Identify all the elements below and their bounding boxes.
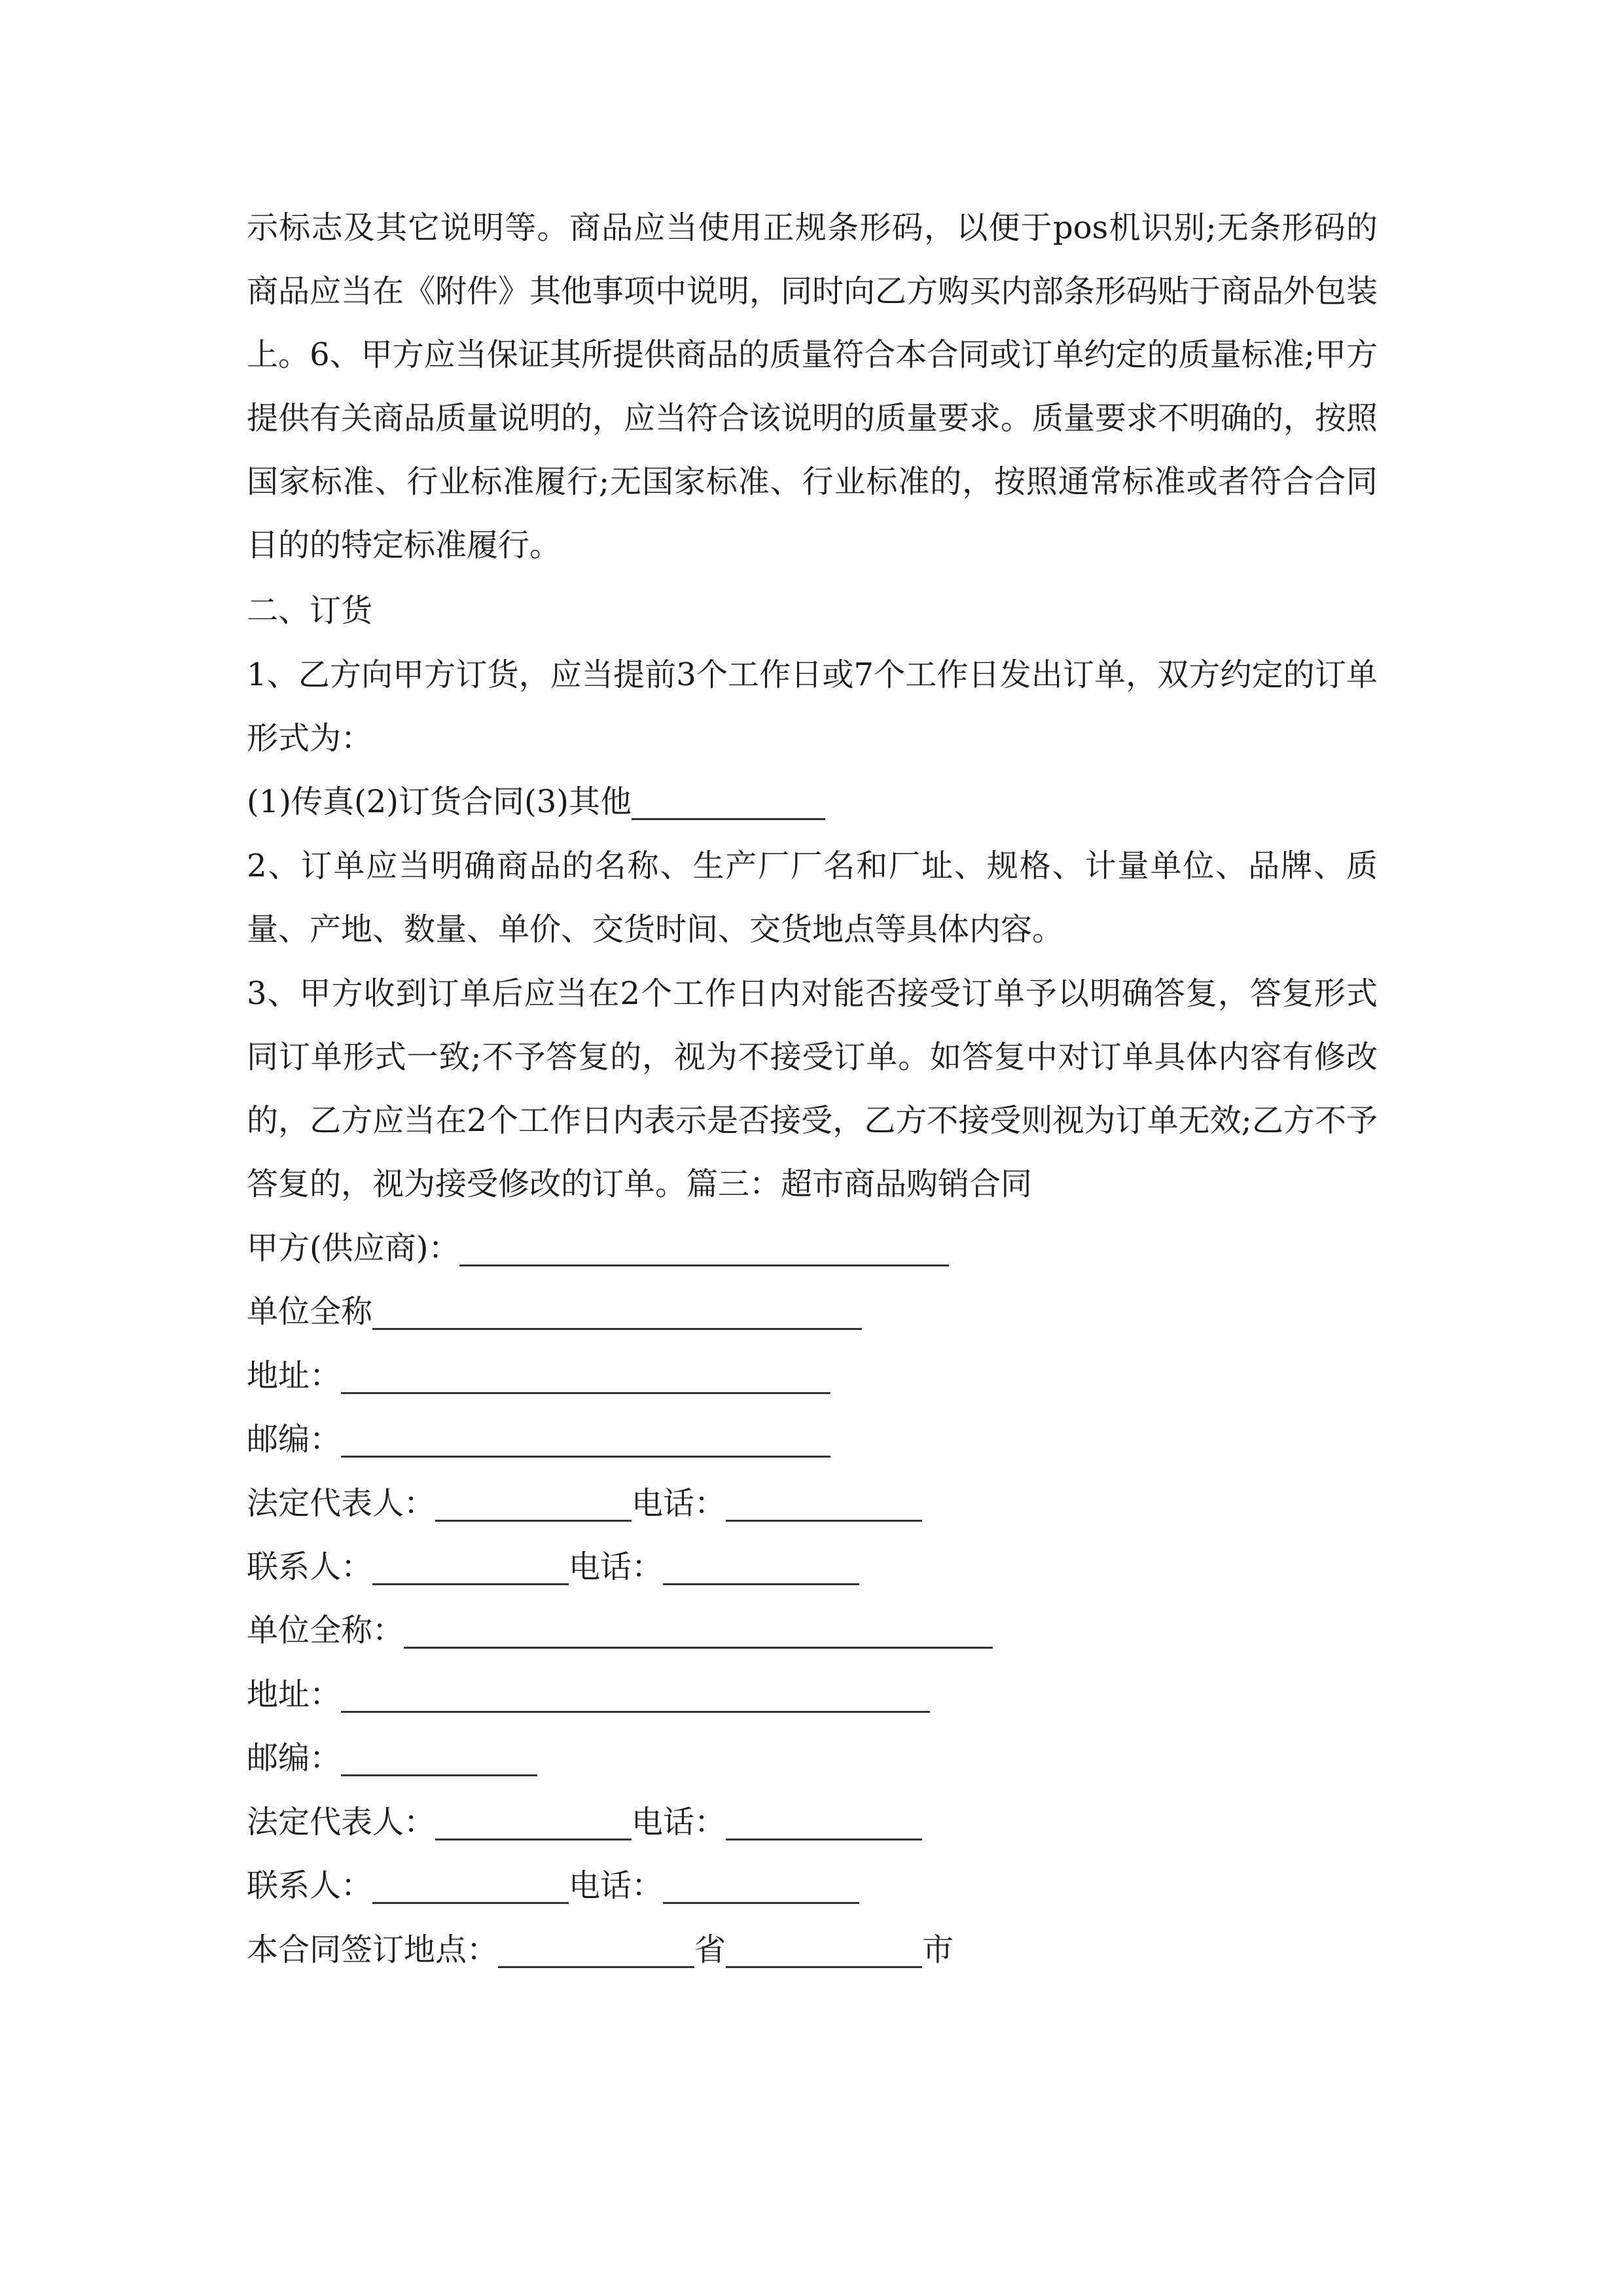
postcode-row-2: [247, 1727, 537, 1790]
section-heading-ordering: 二、订货: [247, 592, 373, 629]
legal-rep-row-2: [247, 1791, 922, 1854]
unit-name-row-2: [247, 1599, 993, 1662]
phone-label: 电话：: [632, 1485, 726, 1522]
address-blank[interactable]: [341, 1358, 830, 1394]
postcode-blank[interactable]: [341, 1422, 830, 1458]
unit-name-row-1: [247, 1280, 862, 1344]
paragraph-order-3: 3、甲方收到订单后应当在2个工作日内对能否接受订单予以明确答复，答复形式同订单形式一致;不予答复的，视为不接受订单。如答复中对订单具体内容有修改的，乙方应当在2个工作日内表示是否接受，乙方不接受则视为订单无效;乙方不予答复的，视为接受修改的订单。篇三：超市商品购销合同: [247, 975, 1378, 1202]
phone-blank[interactable]: [663, 1868, 859, 1904]
address-label: 地址：: [247, 1357, 342, 1394]
contact-label: 联系人：: [247, 1867, 373, 1904]
order-form-options-text: (1)传真(2)订货合同(3)其他: [247, 783, 632, 820]
address-label: 地址：: [247, 1676, 342, 1713]
postcode-blank[interactable]: [341, 1740, 537, 1776]
contact-label: 联系人：: [247, 1549, 373, 1585]
legal-rep-label: 法定代表人：: [247, 1804, 436, 1840]
other-form-blank[interactable]: [632, 784, 825, 820]
order-form-options: [247, 770, 825, 834]
postcode-row-1: [247, 1408, 830, 1471]
phone-blank[interactable]: [726, 1804, 922, 1840]
sign-place-row: [247, 1918, 954, 1982]
unit-name-blank[interactable]: [372, 1294, 862, 1330]
supplier-row: [247, 1217, 949, 1280]
paragraph-order-2: 2、订单应当明确商品的名称、生产厂厂名和厂址、规格、计量单位、品牌、质量、产地、数量、单价、交货时间、交货地点等具体内容。: [247, 848, 1378, 948]
paragraph-order-1: 1、乙方向甲方订货，应当提前3个工作日或7个工作日发出订单，双方约定的订单形式为：: [247, 656, 1378, 757]
supplier-label: 甲方(供应商)：: [247, 1230, 460, 1266]
contact-row-1: [247, 1535, 859, 1599]
address-row-2: [247, 1663, 930, 1727]
supplier-blank[interactable]: [459, 1230, 949, 1266]
address-blank[interactable]: [341, 1677, 930, 1713]
phone-blank[interactable]: [663, 1549, 859, 1585]
legal-rep-label: 法定代表人：: [247, 1485, 436, 1522]
province-blank[interactable]: [498, 1932, 694, 1968]
city-label: 市: [922, 1931, 954, 1968]
phone-label: 电话：: [632, 1804, 726, 1840]
legal-rep-blank[interactable]: [435, 1486, 632, 1522]
phone-label: 电话：: [569, 1867, 664, 1904]
contact-row-2: [247, 1854, 859, 1918]
phone-blank[interactable]: [726, 1486, 922, 1522]
province-label: 省: [694, 1931, 726, 1968]
city-blank[interactable]: [726, 1932, 922, 1968]
address-row-1: [247, 1344, 830, 1408]
contact-blank[interactable]: [372, 1868, 569, 1904]
sign-place-label: 本合同签订地点：: [247, 1931, 499, 1968]
legal-rep-blank[interactable]: [435, 1804, 632, 1840]
unit-name-label: 单位全称: [247, 1293, 373, 1330]
contact-blank[interactable]: [372, 1549, 569, 1585]
postcode-label: 邮编：: [247, 1421, 342, 1458]
unit-name-label: 单位全称：: [247, 1612, 404, 1649]
phone-label: 电话：: [569, 1549, 664, 1585]
unit-name-blank[interactable]: [404, 1613, 993, 1649]
postcode-label: 邮编：: [247, 1740, 342, 1776]
paragraph-quality: 示标志及其它说明等。商品应当使用正规条形码，以便于pos机识别;无条形码的商品应当在《附件》其他事项中说明，同时向乙方购买内部条形码贴于商品外包装上。6、甲方应当保证其所提供商品的质量符合本合同或订单约定的质量标准;甲方提供有关商品质量说明的，应当符合该说明的质量要求。质量要求不明确的，按照国家标准、行业标准履行;无国家标准、行业标准的，按照通常标准或者符合合同目的的特定标准履行。: [247, 209, 1378, 564]
legal-rep-row-1: [247, 1472, 922, 1535]
